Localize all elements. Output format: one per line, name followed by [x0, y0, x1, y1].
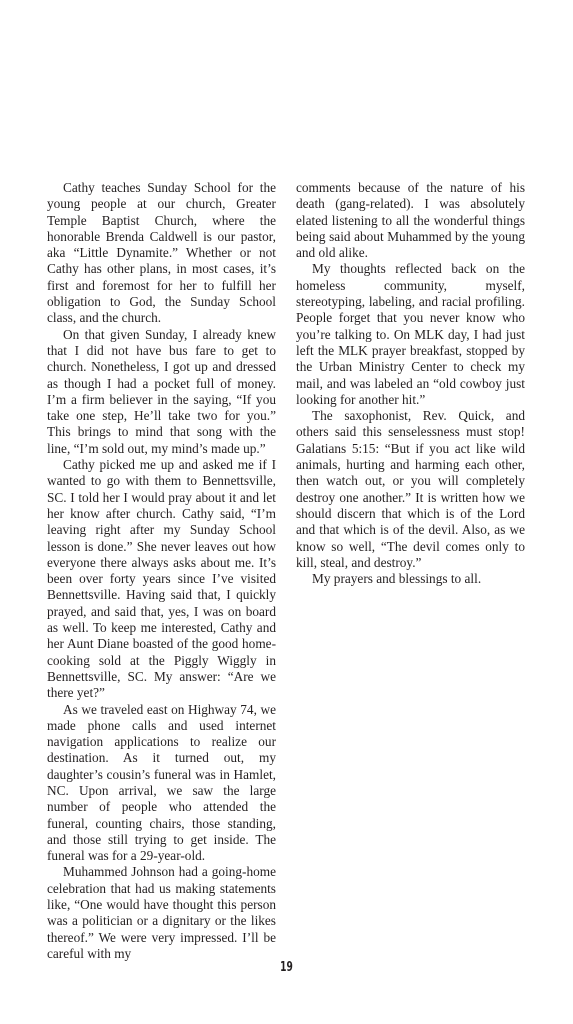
- paragraph: My prayers and blessings to all.: [312, 571, 482, 587]
- paragraph: My thoughts reflected back on the homeless community, myself, stereotyping, labeling, and racial profiling. People forget that you never know who you’re talking to. On MLK day, I had just left the MLK prayer breakfast, stopped by the Urban Ministry Center to check my mail, and was labeled an “old cowboy just looking for another hit.”: [296, 261, 525, 407]
- paragraph-continued: comments because of the nature of his death (gang-related). I was absolutely elated listening to all the wonderful things being said about Muhammed by the young and old alike.: [296, 180, 525, 261]
- paragraph: The saxophonist, Rev. Quick, and others said this senselessness must stop! Galatians 5:15: “But if you act like wild animals, hurting and harming each other, then watch out, or you will completely destroy one another.” It is written how we should discern that which is of the Lord and that which is of the devil. Also, as we know so well, “The devil comes only to kill, steal, and destroy.”: [296, 408, 525, 570]
- paragraph: Cathy teaches Sunday School for the young people at our church, Greater Temple Baptist Church, where the honorable Brenda Caldwell is our pastor, aka “Little Dynamite.” Whether or not Cathy has other plans, in most cases, it’s first and foremost for her to fulfill her obligation to God, the Sunday School class, and the church.: [47, 180, 276, 326]
- right-text-column: [296, 180, 525, 587]
- page-number: 19: [280, 960, 293, 975]
- left-text-column: [47, 180, 276, 962]
- paragraph: Muhammed Johnson had a going-home celebration that had us making statements like, “One would have thought this person was a politician or a dignitary or the likes thereof.” We were very impressed. I’ll be careful with my: [47, 864, 276, 961]
- paragraph: On that given Sunday, I already knew that I did not have bus fare to get to church. Nonetheless, I got up and dressed as though I had a pocket full of money. I’m a firm believer in the saying, “If you take one step, He’ll take two for you.” This brings to mind that song with the line, “I’m sold out, my mind’s made up.”: [47, 326, 276, 456]
- paragraph: Cathy picked me up and asked me if I wanted to go with them to Bennettsville, SC. I told her I would pray about it and let her know after church. Cathy said, “I’m leaving right after my Sunday School lesson is done.” She never leaves out how everyone there always asks about me. It’s been over forty years since I’ve visited Bennettsville. Having said that, I quickly prayed, and said that, yes, I was on board as well. To keep me interested, Cathy and her Aunt Diane boasted of the good home-cooking sold at the Piggly Wiggly in Bennettsville, SC. My answer: “Are we there yet?”: [47, 457, 276, 701]
- paragraph: As we traveled east on Highway 74, we made phone calls and used internet navigation applications to realize our destination. As it turned out, my daughter’s cousin’s funeral was in Hamlet, NC. Upon arrival, we saw the large number of people who attended the funeral, counting chairs, those standing, and those still trying to get inside. The funeral was for a 29-year-old.: [47, 701, 276, 864]
